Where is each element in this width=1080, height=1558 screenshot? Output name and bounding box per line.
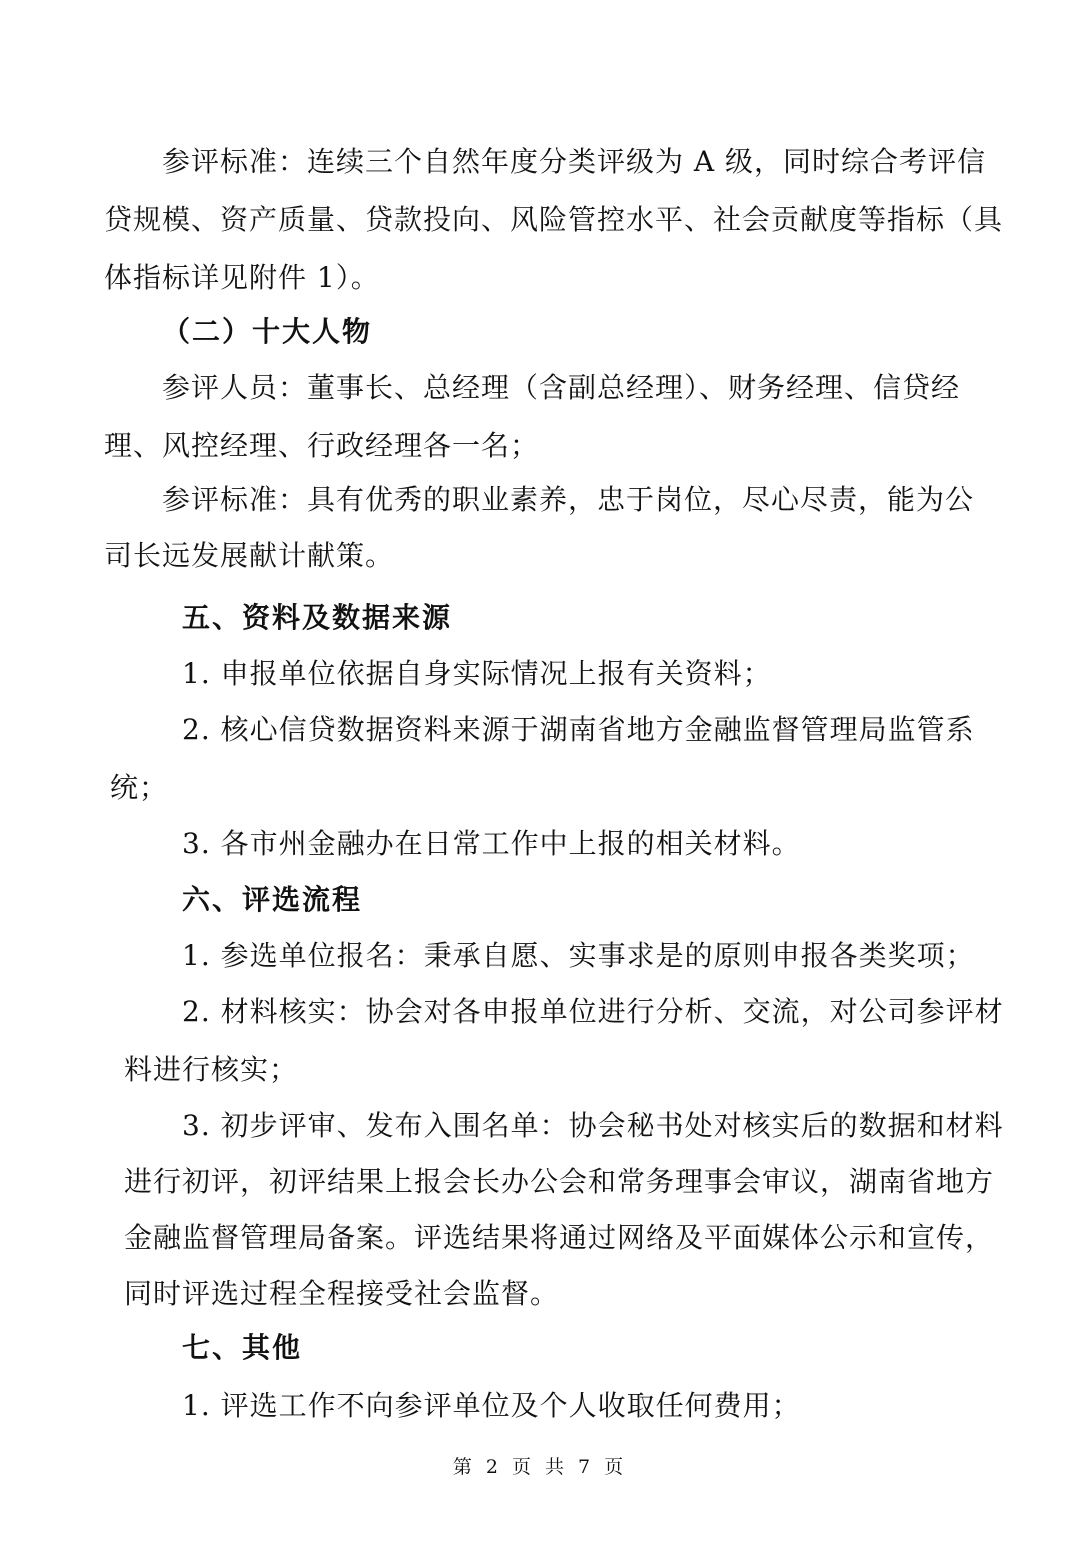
list-item-process-3-line-2: 进行初评，初评结果上报会长办公会和常务理事会审议，湖南省地方 — [124, 1165, 995, 1198]
list-item-other-1: 1. 评选工作不向参评单位及个人收取任何费用； — [182, 1389, 801, 1422]
list-item-process-3-line-4: 同时评选过程全程接受社会监督。 — [124, 1277, 560, 1310]
list-item-process-3-line-3: 金融监督管理局备案。评选结果将通过网络及平面媒体公示和宣传， — [124, 1221, 995, 1254]
section-heading-selection-process: 六、评选流程 — [182, 883, 363, 916]
paragraph-criteria-1-line-2: 贷规模、资产质量、贷款投向、风险管控水平、社会贡献度等指标（具 — [104, 203, 1004, 236]
section-heading-data-sources: 五、资料及数据来源 — [182, 601, 453, 634]
list-item-data-source-2-line-1: 2. 核心信贷数据资料来源于湖南省地方金融监督管理局监管系 — [182, 713, 975, 746]
paragraph-participants-line-1: 参评人员：董事长、总经理（含副总经理）、财务经理、信贷经 — [162, 371, 961, 404]
paragraph-criteria-1-line-3: 体指标详见附件 1）。 — [104, 261, 380, 294]
page-number-footer: 第 2 页 共 7 页 — [452, 1456, 628, 1478]
paragraph-criteria-2-line-2: 司长远发展献计献策。 — [104, 539, 395, 572]
list-item-data-source-1: 1. 申报单位依据自身实际情况上报有关资料； — [182, 657, 772, 690]
list-item-process-3-line-1: 3. 初步评审、发布入围名单：协会秘书处对核实后的数据和材料 — [182, 1109, 1004, 1142]
list-item-data-source-3: 3. 各市州金融办在日常工作中上报的相关材料。 — [182, 827, 801, 860]
paragraph-criteria-2-line-1: 参评标准：具有优秀的职业素养，忠于岗位，尽心尽责，能为公 — [162, 483, 975, 516]
list-item-process-1: 1. 参选单位报名：秉承自愿、实事求是的原则申报各类奖项； — [182, 939, 975, 972]
list-item-process-2-line-2: 料进行核实； — [124, 1053, 299, 1086]
section-heading-other: 七、其他 — [182, 1331, 303, 1364]
list-item-process-2-line-1: 2. 材料核实：协会对各申报单位进行分析、交流，对公司参评材 — [182, 995, 1004, 1028]
paragraph-criteria-1-line-1: 参评标准：连续三个自然年度分类评级为 A 级，同时综合考评信 — [162, 145, 987, 178]
section-heading-top-ten-people: （二）十大人物 — [162, 315, 373, 348]
paragraph-participants-line-2: 理、风控经理、行政经理各一名； — [104, 429, 540, 462]
list-item-data-source-2-line-2: 统； — [110, 771, 169, 804]
